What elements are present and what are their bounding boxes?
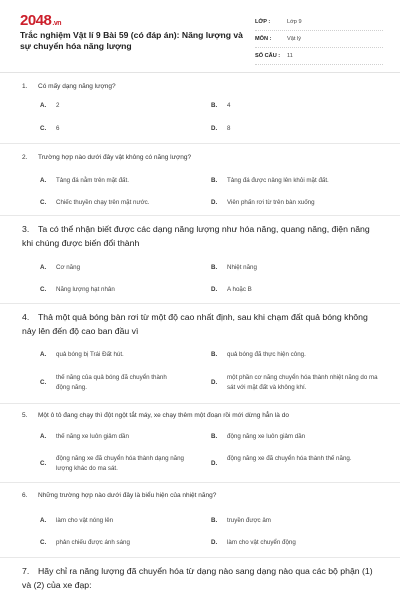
option-label: B. (211, 102, 218, 109)
meta-value: 11 (287, 53, 293, 59)
option-text: làm cho vật chuyển động (227, 539, 296, 546)
option-label: A. (40, 517, 47, 524)
question-body: Thả một quả bóng bàn rơi từ một độ cao nhất định, sau khi chạm đất quả bóng không nảy lên đến độ cao ban đầu vì (22, 312, 368, 336)
question-number: 7. (22, 566, 30, 576)
meta-row-subject (255, 31, 383, 48)
question-body: Có mấy dạng năng lượng? (38, 83, 116, 90)
option-label: C. (40, 199, 47, 206)
option-text: 6 (56, 125, 60, 132)
option-text: Cơ năng (56, 264, 81, 271)
document-title: Trắc nghiệm Vật lí 9 Bài 59 (có đáp án): Năng lượng và sự chuyển hóa năng lượng (20, 30, 243, 51)
meta-key: SỐ CÂU : (255, 53, 281, 59)
question-divider (0, 215, 400, 216)
option-label: A. (40, 433, 47, 440)
option-text: Viên phấn rơi từ trên bàn xuống (227, 199, 315, 206)
logo-number: 2048 (20, 12, 52, 29)
meta-table (255, 14, 383, 65)
question-divider (0, 143, 400, 144)
question-text (22, 411, 378, 421)
option-label: C. (40, 379, 47, 386)
question-text (22, 491, 378, 501)
question-number: 1. (22, 83, 28, 90)
option-label: D. (211, 539, 218, 546)
question-text (22, 310, 378, 338)
option-label: A. (40, 351, 47, 358)
page-header (0, 0, 400, 68)
option-label: D. (211, 460, 218, 467)
option-text: làm cho vật nóng lên (56, 517, 114, 524)
option-label: B. (211, 177, 218, 184)
option-label: B. (211, 433, 218, 440)
question-divider (0, 403, 400, 404)
meta-value: Vật lý (287, 36, 301, 42)
question-number: 6. (22, 492, 28, 499)
logo-suffix: .vn (52, 20, 61, 27)
option-text: quả bóng đã thực hiện công. (227, 351, 306, 358)
question-text (22, 222, 378, 250)
option-label: A. (40, 177, 47, 184)
meta-key: LỚP : (255, 19, 271, 25)
question-body: Ta có thể nhận biết được các dạng năng lượng như hóa năng, quang năng, điện năng khi chúng được biến đổi thành (22, 224, 370, 248)
question-divider (0, 482, 400, 483)
option-text: thế năng xe luôn giảm dần (56, 433, 129, 440)
option-text: truyền được âm (227, 517, 271, 524)
option-text: Nhiệt năng (227, 264, 257, 271)
question-number: 3. (22, 224, 30, 234)
option-text: động năng xe đã chuyển hóa thành dạng năng lượng khác do ma sát. (56, 455, 184, 472)
meta-row-count (255, 48, 383, 65)
question-number: 4. (22, 312, 30, 322)
option-text: một phần cơ năng chuyển hóa thành nhiệt năng do ma sát với mặt đất và không khí. (227, 374, 378, 391)
option-label: D. (211, 199, 218, 206)
option-text: 8 (227, 125, 231, 132)
option-text: Chiếc thuyền chạy trên mặt nước. (56, 199, 150, 206)
meta-row-class (255, 14, 383, 31)
meta-value: Lớp 9 (287, 19, 302, 25)
option-text: phản chiếu được ánh sáng (56, 539, 130, 546)
question-text (22, 82, 378, 92)
option-label: B. (211, 517, 218, 524)
option-label: D. (211, 125, 218, 132)
option-text: quả bóng bị Trái Đất hút. (56, 351, 124, 358)
option-label: B. (211, 264, 218, 271)
option-text: A hoặc B (227, 286, 252, 293)
option-label: C. (40, 286, 47, 293)
question-body: Hãy chỉ ra năng lượng đã chuyển hóa từ dạng nào sang dạng nào qua các bộ phận (1) và (2) của xe đạp: (22, 566, 373, 590)
option-label: A. (40, 264, 47, 271)
question-number: 5. (22, 412, 28, 419)
option-label: A. (40, 102, 47, 109)
question-body: Một ô tô đang chạy thì đột ngột tắt máy, xe chạy thêm một đoạn rồi mới dừng hẳn là do (38, 412, 289, 419)
option-text: động năng xe luôn giảm dần (227, 433, 306, 440)
question-divider (0, 557, 400, 558)
question-number: 2. (22, 154, 28, 161)
option-text: 2 (56, 102, 60, 109)
option-text: 4 (227, 102, 231, 109)
option-text: động năng xe đã chuyển hóa thành thế năng. (227, 455, 352, 462)
option-label: D. (211, 379, 218, 386)
meta-key: MÔN : (255, 36, 272, 42)
option-label: B. (211, 351, 218, 358)
question-body: Trường hợp nào dưới đây vật không có năng lượng? (38, 154, 192, 161)
option-label: D. (211, 286, 218, 293)
option-text: Năng lượng hạt nhân (56, 286, 115, 293)
question-text (22, 153, 378, 163)
option-label: C. (40, 460, 47, 467)
header-divider (0, 72, 400, 73)
option-text: Tảng đá nằm trên mặt đất. (56, 177, 129, 184)
question-divider (0, 303, 400, 304)
option-label: C. (40, 125, 47, 132)
question-text (22, 564, 378, 592)
option-text: thế năng của quả bóng đã chuyển thành động năng. (56, 374, 167, 391)
option-text: Tảng đá được nâng lên khỏi mặt đất. (227, 177, 329, 184)
site-logo[interactable] (20, 12, 61, 29)
question-body: Những trường hợp nào dưới đây là biểu hiện của nhiệt năng? (38, 492, 217, 499)
option-label: C. (40, 539, 47, 546)
